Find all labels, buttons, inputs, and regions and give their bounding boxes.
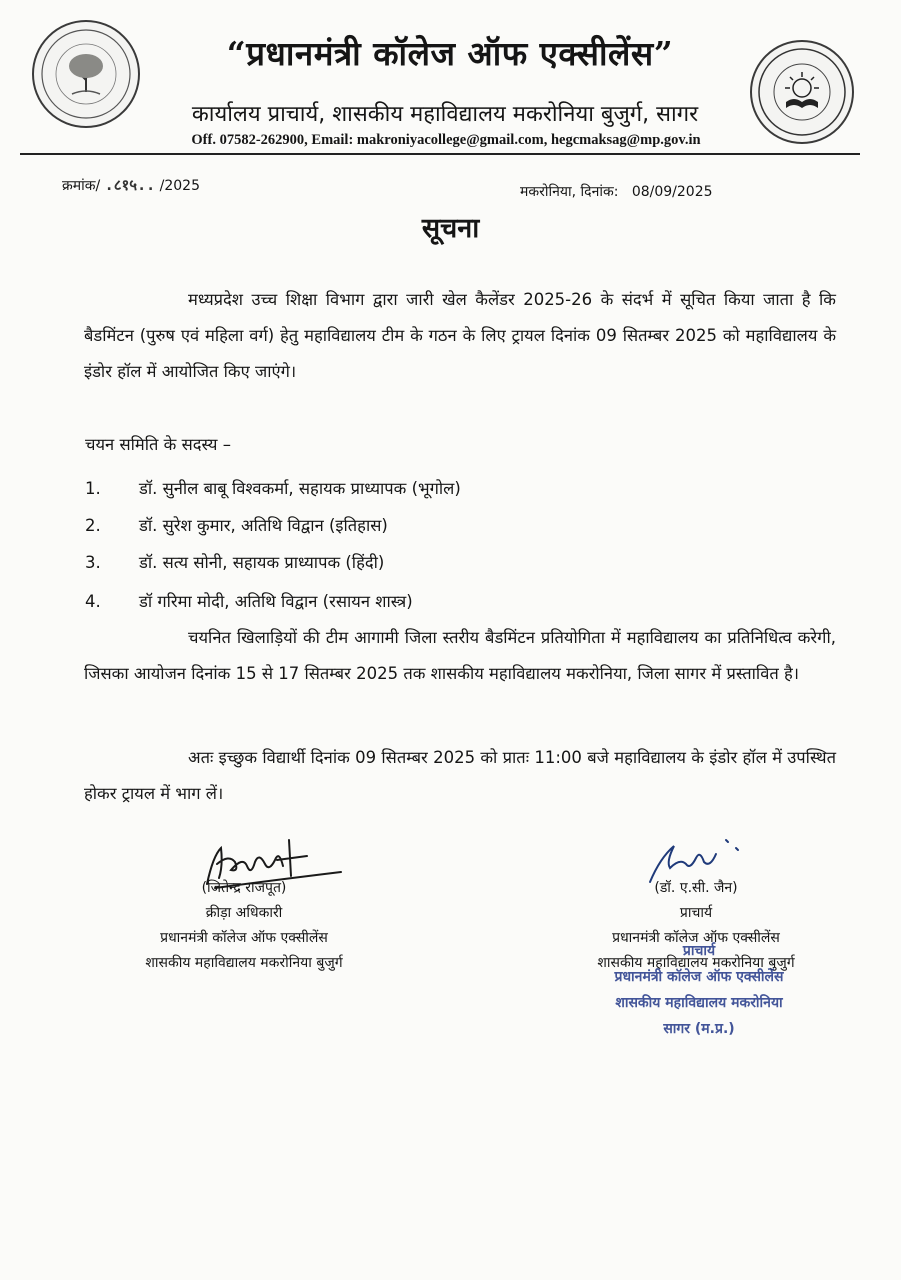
member-number: 2. xyxy=(85,516,101,535)
notice-title: सूचना xyxy=(421,213,480,244)
reference-prefix: क्रमांक/ xyxy=(62,178,101,194)
reference-handwritten-number: .८१५.. xyxy=(104,176,156,194)
reference-number xyxy=(62,175,200,195)
letterhead-office: कार्यालय प्राचार्य, शासकीय महाविद्यालय मकरोनिया बुजुर्ग, सागर xyxy=(191,102,699,127)
reference-year: /2025 xyxy=(159,178,200,194)
college-seal-right xyxy=(750,40,854,144)
signatory-left-org2: शासकीय महाविद्यालय मकरोनिया बुजुर्ग xyxy=(145,955,343,971)
signatory-left-designation: क्रीड़ा अधिकारी xyxy=(205,905,283,921)
letterhead-title: “प्रधानमंत्री कॉलेज ऑफ एक्सीलेंस” xyxy=(226,34,674,73)
member-text: डॉ. सत्य सोनी, सहायक प्राध्यापक (हिंदी) xyxy=(139,553,385,572)
letterhead-contact: Off. 07582-262900, Email: makroniyacollege@gmail.com, hegcmaksag@mp.gov.in xyxy=(191,132,701,148)
signatory-right-designation: प्राचार्य xyxy=(679,905,713,921)
stamp-line-1: प्राचार्य xyxy=(682,943,716,959)
member-number: 4. xyxy=(85,592,101,611)
date-place-label: मकरोनिया, दिनांक: xyxy=(520,184,619,200)
member-number: 1. xyxy=(85,479,101,498)
committee-member xyxy=(85,589,413,612)
stamp-line-3: शासकीय महाविद्यालय मकरोनिया xyxy=(615,995,783,1011)
paragraph-instructions: अतः इच्छुक विद्यार्थी दिनांक 09 सितम्बर 2025 को प्रातः 11:00 बजे महाविद्यालय के इंडोर हॉल में उपस्थित होकर ट्रायल में भाग लें। xyxy=(84,748,836,803)
college-seal-left xyxy=(32,20,140,128)
paragraph-representation: चयनित खिलाड़ियों की टीम आगामी जिला स्तरीय बैडमिंटन प्रतियोगिता में महाविद्यालय का प्रतिनिधित्व करेगी, जिसका आयोजन दिनांक 15 से 17 सितम्बर 2025 तक शासकीय महाविद्यालय मकरोनिया, जिला सागर में प्रस्तावित है। xyxy=(84,628,836,683)
member-text: डॉ. सुनील बाबू विश्वकर्मा, सहायक प्राध्यापक (भूगोल) xyxy=(139,479,461,498)
committee-member xyxy=(85,550,384,573)
official-stamp xyxy=(584,938,814,1042)
committee-member xyxy=(85,513,388,536)
signatory-left-org1: प्रधानमंत्री कॉलेज ऑफ एक्सीलेंस xyxy=(160,930,328,946)
member-text: डॉ गरिमा मोदी, अतिथि विद्वान (रसायन शास्त्र) xyxy=(139,592,413,611)
committee-heading: चयन समिति के सदस्य – xyxy=(85,435,231,454)
signatory-right-name: (डॉ. ए.सी. जैन) xyxy=(654,880,738,896)
stamp-line-4: सागर (म.प्र.) xyxy=(663,1021,735,1037)
paragraph-trials: मध्यप्रदेश उच्च शिक्षा विभाग द्वारा जारी खेल कैलेंडर 2025-26 के संदर्भ में सूचित किया जाता है कि बैडमिंटन (पुरुष एवं महिला वर्ग) हेतु महाविद्यालय टीम के गठन के लिए ट्रायल दिनांक 09 सितम्बर 2025 को महाविद्यालय के इंडोर हॉल में आयोजित किए जाएंगे। xyxy=(84,290,836,381)
signatory-left xyxy=(108,876,380,976)
date-line xyxy=(520,182,713,201)
committee-member xyxy=(85,476,461,499)
member-text: डॉ. सुरेश कुमार, अतिथि विद्वान (इतिहास) xyxy=(139,516,388,535)
signatory-right-org1: प्रधानमंत्री कॉलेज ऑफ एक्सीलेंस xyxy=(612,930,780,946)
header-divider xyxy=(20,153,860,155)
college-seal-tree-icon xyxy=(34,22,138,126)
signatory-right-org2: शासकीय महाविद्यालय मकरोनिया बुजुर्ग xyxy=(597,955,795,971)
college-emblem-book-sun-icon xyxy=(752,42,852,142)
signatory-left-name: (जितेन्द्र राजपूत) xyxy=(201,880,287,896)
member-number: 3. xyxy=(85,553,101,572)
date-value: 08/09/2025 xyxy=(631,184,713,200)
stamp-line-2: प्रधानमंत्री कॉलेज ऑफ एक्सीलेंस xyxy=(614,969,784,985)
